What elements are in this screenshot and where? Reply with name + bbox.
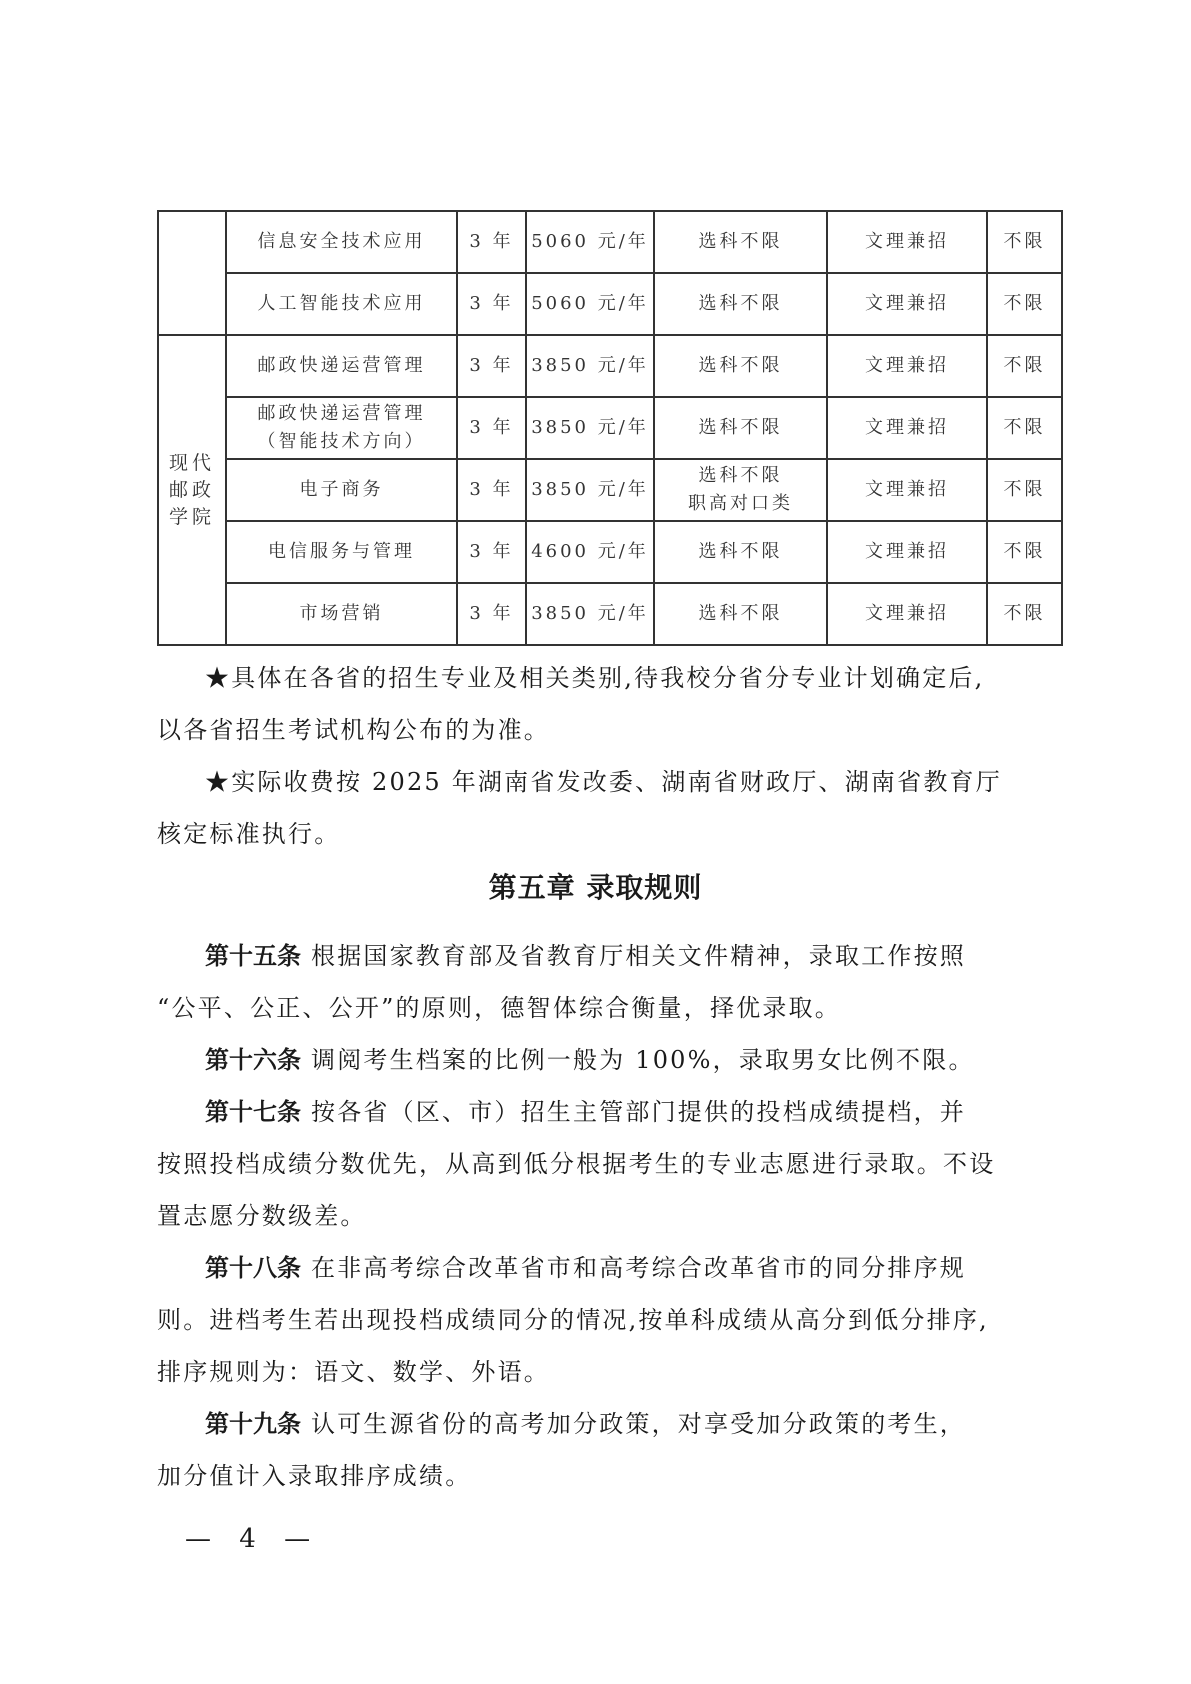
gender-cell: 不限 — [987, 273, 1062, 335]
note-paragraph — [157, 652, 1077, 756]
table-row — [158, 335, 1062, 397]
note-line: ★实际收费按 2025 年湖南省发改委、湖南省财政厅、湖南省教育厅 — [205, 768, 1002, 796]
article-line: 置志愿分数级差。 — [157, 1202, 367, 1230]
article-17 — [157, 1086, 1077, 1242]
article-label: 第十七条 — [205, 1098, 301, 1126]
article-line: 按各省（区、市）招生主管部门提供的投档成绩提档，并 — [311, 1098, 966, 1126]
article-line: 在非高考综合改革省市和高考综合改革省市的同分排序规 — [311, 1254, 966, 1282]
article-line: 加分值计入录取排序成绩。 — [157, 1462, 472, 1490]
fee-cell: 3850 元/年 — [526, 583, 654, 645]
article-label: 第十六条 — [205, 1046, 301, 1074]
category-cell: 文理兼招 — [827, 521, 987, 583]
major-line: 邮政快递运营管理 — [257, 403, 426, 424]
fee-cell: 5060 元/年 — [526, 211, 654, 273]
subjects-cell: 选科不限 — [654, 583, 827, 645]
article-16 — [157, 1034, 1077, 1086]
fee-cell: 3850 元/年 — [526, 459, 654, 521]
article-18 — [157, 1242, 1077, 1398]
major-cell: 邮政快递运营管理 — [226, 335, 457, 397]
table-row — [158, 583, 1062, 645]
fee-cell: 3850 元/年 — [526, 397, 654, 459]
major-cell: 电子商务 — [226, 459, 457, 521]
gender-cell: 不限 — [987, 583, 1062, 645]
major-line: （智能技术方向） — [257, 431, 426, 452]
article-label: 第十五条 — [205, 942, 301, 970]
majors-table — [157, 210, 1063, 646]
subjects-cell: 选科不限 — [654, 211, 827, 273]
article-line: “公平、公正、公开”的原则，德智体综合衡量，择优录取。 — [157, 994, 841, 1022]
article-19 — [157, 1398, 1077, 1502]
major-cell: 市场营销 — [226, 583, 457, 645]
dept-line: 现代 — [168, 451, 215, 474]
subjects-line: 选科不限 — [698, 465, 783, 486]
table-row — [158, 459, 1062, 521]
category-cell: 文理兼招 — [827, 397, 987, 459]
gender-cell: 不限 — [987, 397, 1062, 459]
fee-cell: 4600 元/年 — [526, 521, 654, 583]
gender-cell: 不限 — [987, 459, 1062, 521]
major-cell — [226, 397, 457, 459]
table-row — [158, 273, 1062, 335]
subjects-cell — [654, 459, 827, 521]
major-cell: 电信服务与管理 — [226, 521, 457, 583]
fee-cell: 5060 元/年 — [526, 273, 654, 335]
gender-cell: 不限 — [987, 521, 1062, 583]
table-row — [158, 397, 1062, 459]
years-cell: 3 年 — [457, 583, 526, 645]
gender-cell: 不限 — [987, 211, 1062, 273]
note-line: 以各省招生考试机构公布的为准。 — [157, 716, 550, 744]
chapter-title: 第五章 录取规则 — [488, 871, 703, 904]
years-cell: 3 年 — [457, 335, 526, 397]
subjects-cell: 选科不限 — [654, 273, 827, 335]
article-line: 排序规则为：语文、数学、外语。 — [157, 1358, 550, 1386]
major-cell: 信息安全技术应用 — [226, 211, 457, 273]
years-cell: 3 年 — [457, 459, 526, 521]
dept-line: 邮政 — [168, 478, 215, 501]
subjects-cell: 选科不限 — [654, 335, 827, 397]
article-15 — [157, 930, 1077, 1034]
gender-cell: 不限 — [987, 335, 1062, 397]
dept-cell-empty — [158, 211, 226, 335]
article-label: 第十八条 — [205, 1254, 301, 1282]
category-cell: 文理兼招 — [827, 459, 987, 521]
fee-cell: 3850 元/年 — [526, 335, 654, 397]
table-row — [158, 211, 1062, 273]
article-label: 第十九条 — [205, 1410, 301, 1438]
article-line: 调阅考生档案的比例一般为 100%，录取男女比例不限。 — [311, 1046, 975, 1074]
category-cell: 文理兼招 — [827, 273, 987, 335]
major-cell: 人工智能技术应用 — [226, 273, 457, 335]
table-row — [158, 521, 1062, 583]
category-cell: 文理兼招 — [827, 335, 987, 397]
article-line: 按照投档成绩分数优先，从高到低分根据考生的专业志愿进行录取。不设 — [157, 1150, 996, 1178]
years-cell: 3 年 — [457, 211, 526, 273]
article-line: 则。进档考生若出现投档成绩同分的情况,按单科成绩从高分到低分排序, — [157, 1306, 989, 1334]
dept-cell — [158, 335, 226, 645]
subjects-cell: 选科不限 — [654, 397, 827, 459]
article-line: 认可生源省份的高考加分政策，对享受加分政策的考生， — [311, 1410, 966, 1438]
subjects-line: 职高对口类 — [688, 493, 793, 514]
note-line: 核定标准执行。 — [157, 820, 341, 848]
note-paragraph — [157, 756, 1077, 860]
note-line: ★具体在各省的招生专业及相关类别,待我校分省分专业计划确定后, — [205, 664, 985, 692]
category-cell: 文理兼招 — [827, 211, 987, 273]
page-number: — 4 — — [185, 1524, 321, 1554]
years-cell: 3 年 — [457, 273, 526, 335]
years-cell: 3 年 — [457, 397, 526, 459]
dept-line: 学院 — [168, 505, 215, 528]
years-cell: 3 年 — [457, 521, 526, 583]
article-line: 根据国家教育部及省教育厅相关文件精神，录取工作按照 — [311, 942, 966, 970]
category-cell: 文理兼招 — [827, 583, 987, 645]
subjects-cell: 选科不限 — [654, 521, 827, 583]
